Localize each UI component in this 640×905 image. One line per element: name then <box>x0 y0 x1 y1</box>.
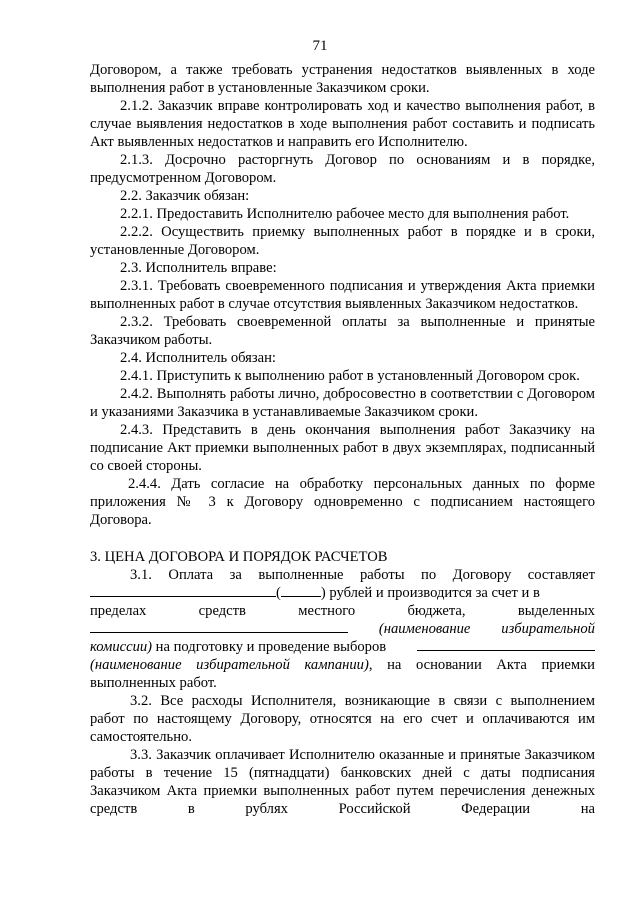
clause-3-1-line-5 <box>90 638 595 656</box>
word-mestnogo: местного <box>298 603 356 619</box>
word-byudzheta: бюджета, <box>407 603 466 619</box>
campaign-blank <box>417 638 595 651</box>
clause-2-2-2: 2.2.2. Осуществить приемку выполненных работ в порядке и в сроки, установленные Договором. <box>90 224 595 258</box>
clause-3-1-line-2-text: ) рублей и производится за счет и в <box>320 585 540 601</box>
clause-2-1-2: 2.1.2. Заказчик вправе контролировать ход и качество выполнения работ, в случае выявления недостатков в ходе выполнения работ составить и подписать Акт выявленных недостатков и направить его Исполнителю. <box>90 98 595 150</box>
clause-2-4-4: 2.4.4. Дать согласие на обработку персональных данных по форме приложения № 3 к Договору одновременно с подписанием настоящего Договора. <box>90 476 595 528</box>
clause-3-1 <box>90 566 595 692</box>
word-vydelennyh: выделенных <box>517 603 595 619</box>
elections-text: на подготовку и проведение выборов <box>152 639 387 655</box>
clause-3-1-line-4 <box>90 620 595 638</box>
clause-2-4-3: 2.4.3. Представить в день окончания выполнения работ Заказчику на подписание Акт приемки выполненных работ в двух экземплярах, подписанный со своей стороны. <box>90 422 595 474</box>
clause-2-3: 2.3. Исполнитель вправе: <box>120 260 277 276</box>
word-sredstv: средств <box>198 603 246 619</box>
clause-3-2: 3.2. Все расходы Исполнителя, возникающие в связи с выполнением работ по настоящему Договору, относятся на его счет и оплачиваются им самостоятельно. <box>90 693 595 745</box>
clause-3-1-line-1: 3.1. Оплата за выполненные работы по Договору составляет <box>130 567 595 583</box>
clause-3-1-line-3 <box>90 602 595 620</box>
hint-komissii: комиссии) <box>90 639 153 655</box>
hint-naimenovanie: (наименование <box>378 621 471 637</box>
clause-2-4-1: 2.4.1. Приступить к выполнению работ в установленный Договором срок. <box>120 368 580 384</box>
clause-2-1-3: 2.1.3. Досрочно расторгнуть Договор по основаниям и в порядке, предусмотренном Договором. <box>90 152 595 186</box>
hint-kampanii: (наименование избирательной кампании) <box>90 657 369 673</box>
commission-blank <box>90 620 348 633</box>
clause-2-2-1: 2.2.1. Предоставить Исполнителю рабочее место для выполнения работ. <box>120 206 570 222</box>
clause-2-3-2: 2.3.2. Требовать своевременной оплаты за выполненные и принятые Заказчиком работы. <box>90 314 595 348</box>
amount-blank <box>90 584 276 597</box>
clause-3-3: 3.3. Заказчик оплачивает Исполнителю оказанные и принятые Заказчиком работы в течение 15 (пятнадцати) банковских дней с даты подписания Заказчиком Акта приемки выполненных работ путем перечисления денежных средств в рублях Российской Федерации на <box>90 747 595 817</box>
document-body <box>90 61 595 818</box>
clause-2-4-2: 2.4.2. Выполнять работы лично, добросовестно в соответствии с Договором и указаниями Заказчика в устанавливаемые Заказчиком сроки. <box>90 386 595 420</box>
clause-2-3-1: 2.3.1. Требовать своевременного подписания и утверждения Акта приемки выполненных работ в случае отсутствия выявленных Заказчиком недостатков. <box>90 278 595 312</box>
clause-3-1-tail: , на основании Акта приемки выполненных работ. <box>90 657 595 691</box>
paragraph-continuation: Договором, а также требовать устранения недостатков выявленных в ходе выполнения работ в установленные Заказчиком сроки. <box>90 62 595 96</box>
hint-izbiratelnoy: избирательной <box>501 621 595 637</box>
clause-3-1-line-6 <box>90 656 595 692</box>
section-heading: 3. ЦЕНА ДОГОВОРА И ПОРЯДОК РАСЧЕТОВ <box>90 549 388 565</box>
clause-2-4: 2.4. Исполнитель обязан: <box>120 350 276 366</box>
amount-words-blank <box>281 584 321 597</box>
open-paren: ( <box>276 585 281 601</box>
page-number: 71 <box>312 38 328 54</box>
word-predelah: пределах <box>90 603 147 619</box>
clause-3-1-line-2 <box>90 584 595 602</box>
clause-2-2: 2.2. Заказчик обязан: <box>120 188 250 204</box>
